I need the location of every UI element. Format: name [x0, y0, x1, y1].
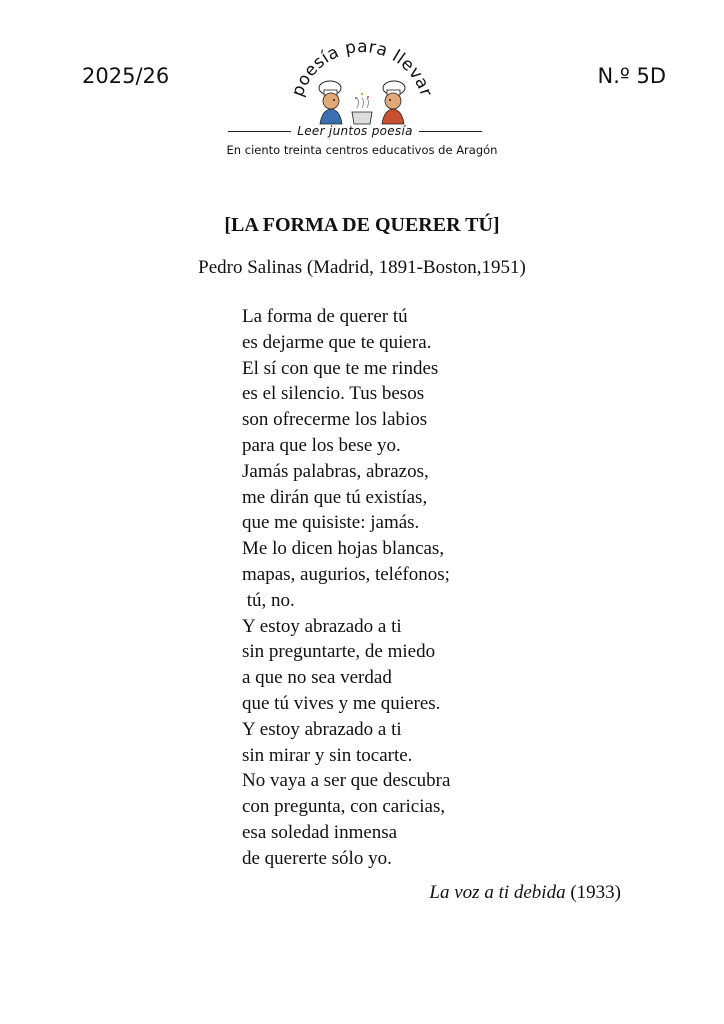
logo-arc-text: poesía para llevar	[287, 36, 437, 100]
subtitle: En ciento treinta centros educativos de Aragón	[226, 143, 498, 157]
tagline-left-rule	[228, 131, 291, 132]
poem-line: No vaya a ser que descubra	[242, 770, 451, 792]
tagline: Leer juntos poesía	[297, 124, 413, 138]
poem-line: con pregunta, con caricias,	[242, 796, 446, 818]
right-chef-figure	[382, 81, 405, 124]
poem-title: [LA FORMA DE QUERER TÚ]	[224, 214, 500, 236]
left-chef-figure	[319, 81, 342, 124]
poem-line: es dejarme que te quiera.	[242, 331, 432, 353]
cooking-pot-icon	[352, 93, 372, 124]
poem-line: de quererte sólo yo.	[242, 847, 392, 869]
poem-line: El sí con que te me rindes	[242, 357, 439, 379]
source-year: (1933)	[570, 882, 621, 903]
poem-line: Y estoy abrazado a ti	[242, 718, 402, 740]
poem-line: sin preguntarte, de miedo	[242, 641, 436, 663]
poem-line: Y estoy abrazado a ti	[242, 615, 402, 637]
poem-line: tú, no.	[242, 589, 295, 611]
poem-line: que tú vives y me quieres.	[242, 692, 441, 714]
poesia-para-llevar-logo	[282, 28, 442, 128]
poem-source	[429, 882, 621, 904]
poem-line: esa soledad inmensa	[242, 821, 398, 843]
poem-author: Pedro Salinas (Madrid, 1891-Boston,1951)	[198, 257, 526, 278]
poem-line: La forma de querer tú	[242, 306, 408, 327]
tagline-row	[228, 122, 482, 140]
issue-number: N.º 5D	[597, 64, 666, 88]
poem-line: me dirán que tú existías,	[242, 486, 428, 508]
poem-line: a que no sea verdad	[242, 667, 392, 689]
poem-line: mapas, augurios, teléfonos;	[242, 563, 450, 585]
poem-line: que me quisiste: jamás.	[242, 512, 420, 534]
year-label: 2025/26	[82, 64, 170, 88]
poem-line: sin mirar y sin tocarte.	[242, 744, 413, 766]
source-book-title: La voz a ti debida	[429, 882, 566, 903]
poem-line: Jamás palabras, abrazos,	[242, 460, 429, 482]
poem-line: es el silencio. Tus besos	[242, 383, 425, 405]
tagline-right-rule	[419, 131, 482, 132]
poem-line: para que los bese yo.	[242, 434, 401, 456]
poem-body	[242, 304, 450, 872]
poem-line: son ofrecerme los labios	[242, 409, 428, 431]
poem-line: Me lo dicen hojas blancas,	[242, 538, 445, 560]
